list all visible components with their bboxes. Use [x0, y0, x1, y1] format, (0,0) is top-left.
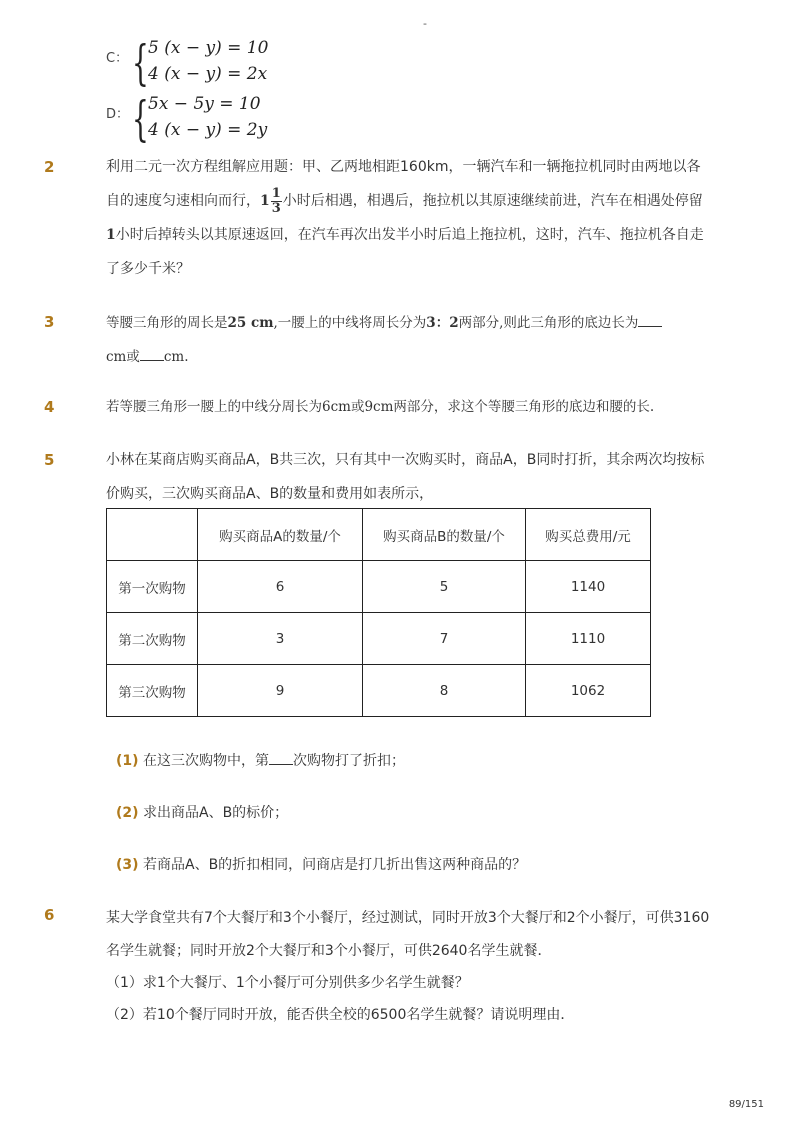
sub-question-number: (1): [116, 753, 139, 769]
question-number-5: 5: [44, 451, 55, 469]
table-cell: 第三次购物: [107, 665, 198, 717]
sub-question-number: (2): [116, 805, 139, 821]
q3-unit-2: cm: [163, 349, 185, 365]
question-number-3: 3: [44, 313, 55, 331]
answer-blank[interactable]: [140, 346, 164, 361]
q3-line2: [106, 340, 718, 374]
answer-blank[interactable]: [269, 750, 293, 765]
question-4-text: 若等腰三角形一腰上的中线分周长为6cm或9cm两部分，求这个等腰三角形的底边和腰的长.: [106, 399, 655, 415]
table-header-cell: [107, 509, 198, 561]
table-cell: 9: [198, 665, 363, 717]
question-number-6: 6: [44, 906, 55, 924]
q3-ratio: 3：2: [426, 315, 459, 331]
q3-text-3: 两部分,则此三角形的底边长为: [458, 315, 639, 331]
table-cell: 1062: [526, 665, 651, 717]
q6-line1: 某大学食堂共有7个大餐厅和3个小餐厅，经过测试，同时开放3个大餐厅和2个小餐厅，可供3160: [106, 910, 710, 926]
sub-question-2-text: 求出商品A、B的标价；: [143, 805, 289, 821]
answer-blank[interactable]: [638, 312, 662, 327]
q3-perimeter: 25 cm: [227, 315, 274, 331]
table-cell: 5: [363, 561, 526, 613]
brace-symbol: {: [132, 91, 149, 147]
option-d-eq2: 4 (x − y) = 2y: [148, 120, 268, 140]
option-c-label: C：: [106, 51, 129, 66]
table-cell: 1140: [526, 561, 651, 613]
table-row: [107, 613, 651, 665]
option-d-label: D：: [106, 107, 130, 122]
q3-text-2: ,一腰上的中线将周长分为: [273, 315, 427, 331]
question-3-text: [106, 306, 718, 374]
purchase-table: [106, 508, 651, 717]
q6-line4: （2）若10个餐厅同时开放，能否供全校的6500名学生就餐？请说明理由．: [106, 1007, 575, 1023]
q2-line2-post: 小时后相遇，相遇后，拖拉机以其原速继续前进，汽车在相遇处停留: [282, 193, 703, 209]
table-cell: 3: [198, 613, 363, 665]
q3-line1: [106, 306, 718, 340]
top-mark: -: [423, 17, 427, 30]
table-header-row: [107, 509, 651, 561]
sub-question-1-pre: 在这三次购物中，第: [143, 753, 269, 769]
question-5-text: [106, 443, 718, 511]
q2-line2: [106, 184, 718, 218]
q3-text-5: .: [184, 349, 189, 365]
q3-text-4: 或: [126, 349, 140, 365]
option-d-eq1: 5x − 5y = 10: [148, 94, 261, 114]
question-number-2: 2: [44, 158, 55, 176]
table-row: [107, 561, 651, 613]
q6-line3: （1）求1个大餐厅、1个小餐厅可分别供多少名学生就餐？: [106, 975, 469, 991]
mixed-number-whole: 1: [260, 193, 270, 209]
table-header-cell: 购买商品A的数量/个: [198, 509, 363, 561]
sub-question-1: [116, 750, 405, 770]
table-cell: 1110: [526, 613, 651, 665]
q2-line3: [106, 218, 718, 252]
table-cell: 6: [198, 561, 363, 613]
fraction-denominator: 3: [271, 200, 281, 216]
sub-question-3: [116, 854, 526, 874]
q2-line4: 了多少千米？: [106, 261, 190, 277]
sub-question-number: (3): [116, 857, 139, 873]
sub-question-1-post: 次购物打了折扣；: [293, 753, 405, 769]
brace-symbol: {: [132, 35, 149, 91]
table-cell: 7: [363, 613, 526, 665]
table-cell: 第二次购物: [107, 613, 198, 665]
question-2-text: [106, 150, 718, 286]
table-cell: 8: [363, 665, 526, 717]
sub-question-3-text: 若商品A、B的折扣相同，问商店是打几折出售这两种商品的？: [143, 857, 527, 873]
q6-line2: 名学生就餐；同时开放2个大餐厅和3个小餐厅，可供2640名学生就餐．: [106, 943, 552, 959]
fraction-numerator: 1: [271, 185, 281, 201]
option-c-equations: [148, 35, 268, 87]
sub-question-2: [116, 802, 288, 822]
page-number: 89/151: [728, 1099, 764, 1110]
table-row: [107, 665, 651, 717]
q2-line3-number: 1: [106, 227, 116, 243]
fraction: [271, 187, 282, 216]
q3-unit-1: cm: [106, 349, 127, 365]
option-d-equations: [148, 91, 267, 143]
option-c-eq2: 4 (x − y) = 2x: [148, 64, 268, 84]
q2-line3-rest: 小时后掉转头以其原速返回，在汽车再次出发半小时后追上拖拉机，这时，汽车、拖拉机各自走: [115, 227, 704, 243]
q2-line2-pre: 自的速度匀速相向而行，: [106, 193, 260, 209]
q5-line2: 价购买，三次购买商品A、B的数量和费用如表所示，: [106, 486, 434, 502]
q3-text-1: 等腰三角形的周长是: [106, 315, 228, 331]
q5-line1: 小林在某商店购买商品A，B共三次，只有其中一次购买时，商品A，B同时打折，其余两次均按标: [106, 452, 705, 468]
q2-line1: 利用二元一次方程组解应用题：甲、乙两地相距160km，一辆汽车和一辆拖拉机同时由两地以各: [106, 159, 701, 175]
option-c-eq1: 5 (x − y) = 10: [148, 38, 269, 58]
table-header-cell: 购买商品B的数量/个: [363, 509, 526, 561]
table-cell: 第一次购物: [107, 561, 198, 613]
question-number-4: 4: [44, 398, 55, 416]
table-header-cell: 购买总费用/元: [526, 509, 651, 561]
